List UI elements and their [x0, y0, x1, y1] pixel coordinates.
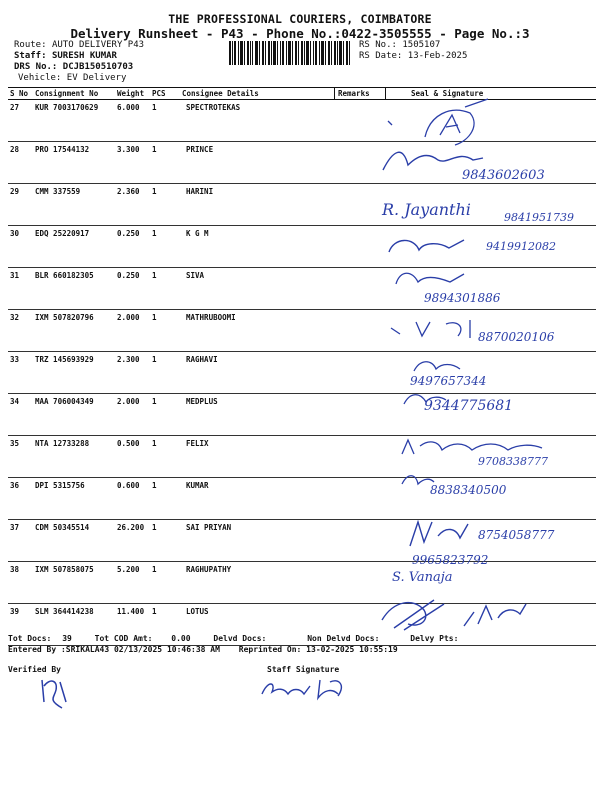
- cell-consignee: LOTUS: [180, 604, 336, 646]
- rs-date-label: RS Date:: [359, 51, 403, 61]
- table-row: [8, 100, 596, 142]
- col-header-consignee: Consignee Details: [180, 88, 336, 100]
- cell-remarks: [336, 394, 386, 436]
- cell-sno: 28: [8, 142, 33, 184]
- cell-weight: 0.500: [115, 436, 150, 478]
- signature-row32: [386, 316, 481, 342]
- cell-remarks: [336, 352, 386, 394]
- cell-weight: 2.360: [115, 184, 150, 226]
- drs-value: DCJB150510703: [62, 62, 134, 72]
- drs-label: DRS No.:: [14, 62, 58, 72]
- rs-no-label: RS No.:: [359, 40, 397, 50]
- cell-sno: 36: [8, 478, 33, 520]
- staff-signature: [258, 674, 348, 704]
- cell-pcs: 1: [150, 142, 180, 184]
- cell-consignment-no: MAA 706004349: [33, 394, 115, 436]
- handwritten-name: R. Jayanthi: [382, 200, 471, 219]
- rs-no-line: [359, 40, 440, 51]
- tot-docs-value: 39: [62, 634, 72, 643]
- cell-consignment-no: SLM 364414238: [33, 604, 115, 646]
- vehicle-line: [18, 73, 126, 84]
- cell-consignee: RAGHUPATHY: [180, 562, 336, 604]
- non-delvd-docs-label: Non Delvd Docs:: [307, 634, 380, 643]
- runsheet-subtitle: Delivery Runsheet - P43 - Phone No.:0422-3505555 - Page No.:3: [70, 26, 530, 41]
- cell-weight: 2.000: [115, 310, 150, 352]
- cell-weight: 11.400: [115, 604, 150, 646]
- col-header-pcs: PCS: [150, 88, 180, 100]
- cell-sno: 35: [8, 436, 33, 478]
- cell-consignment-no: TRZ 145693929: [33, 352, 115, 394]
- route-value: AUTO DELIVERY P43: [51, 40, 145, 50]
- staff-line: [14, 51, 117, 62]
- rs-no-value: 1505107: [402, 40, 441, 50]
- signature-row30: [384, 232, 474, 262]
- staff-value: SURESH KUMAR: [51, 51, 117, 61]
- cell-consignee: SAI PRIYAN: [180, 520, 336, 562]
- handwritten-phone: 9708338777: [478, 455, 548, 468]
- handwritten-name: S. Vanaja: [392, 570, 453, 585]
- cell-remarks: [336, 268, 386, 310]
- cell-remarks: [336, 478, 386, 520]
- company-title: THE PROFESSIONAL COURIERS, COIMBATORE: [168, 12, 432, 26]
- cell-sno: 39: [8, 604, 33, 646]
- cell-consignee: RAGHAVI: [180, 352, 336, 394]
- cell-consignment-no: CDM 50345514: [33, 520, 115, 562]
- handwritten-phone: 8838340500: [430, 483, 507, 497]
- verifier-signature: [36, 672, 76, 712]
- handwritten-phone: 9344775681: [424, 398, 514, 414]
- handwritten-phone: 9419912082: [486, 240, 556, 253]
- col-header-remarks: Remarks: [336, 88, 386, 100]
- route-line: [14, 40, 144, 51]
- vehicle-value: EV Delivery: [66, 73, 127, 83]
- cell-weight: 0.250: [115, 226, 150, 268]
- handwritten-phone: 9497657344: [410, 374, 487, 388]
- cell-consignment-no: PRO 17544132: [33, 142, 115, 184]
- cell-consignee: SIVA: [180, 268, 336, 310]
- cell-weight: 26.200: [115, 520, 150, 562]
- col-header-consignment: Consignment No: [33, 88, 115, 100]
- cell-sno: 29: [8, 184, 33, 226]
- cell-consignee: SPECTROTEKAS: [180, 100, 336, 142]
- signature-row37: [404, 516, 474, 552]
- cell-consignee: PRINCE: [180, 142, 336, 184]
- cell-sno: 27: [8, 100, 33, 142]
- cell-remarks: [336, 436, 386, 478]
- signature-row31: [392, 264, 472, 292]
- cell-pcs: 1: [150, 394, 180, 436]
- cell-weight: 2.300: [115, 352, 150, 394]
- reprinted-on: Reprinted On: 13-02-2025 10:55:19: [238, 645, 398, 654]
- col-header-sno: S No: [8, 88, 33, 100]
- cell-remarks: [336, 520, 386, 562]
- col-header-seal: Seal & Signature: [386, 88, 596, 100]
- cell-pcs: 1: [150, 100, 180, 142]
- cell-sno: 30: [8, 226, 33, 268]
- cell-consignee: KUMAR: [180, 478, 336, 520]
- cell-pcs: 1: [150, 478, 180, 520]
- cell-consignee: HARINI: [180, 184, 336, 226]
- cell-weight: 3.300: [115, 142, 150, 184]
- remarks-divider-left: [334, 87, 335, 100]
- rs-date-value: 13-Feb-2025: [407, 51, 468, 61]
- cell-sno: 38: [8, 562, 33, 604]
- table-header-row: [8, 88, 596, 100]
- cell-pcs: 1: [150, 604, 180, 646]
- handwritten-phone: 9965823792: [412, 553, 489, 567]
- handwritten-phone: 9841951739: [504, 211, 574, 224]
- handwritten-phone: 9843602603: [462, 168, 545, 183]
- tot-docs-label: Tot Docs:: [8, 634, 52, 643]
- delvd-docs-label: Delvd Docs:: [213, 634, 267, 643]
- cell-weight: 0.600: [115, 478, 150, 520]
- signature-row39: [374, 590, 534, 634]
- cell-consignment-no: IXM 507858075: [33, 562, 115, 604]
- table-row: [8, 352, 596, 394]
- cell-pcs: 1: [150, 310, 180, 352]
- rs-date-line: [359, 51, 467, 62]
- cell-pcs: 1: [150, 226, 180, 268]
- cell-remarks: [336, 184, 386, 226]
- cell-sno: 31: [8, 268, 33, 310]
- route-label: Route:: [14, 40, 47, 50]
- totals-line: [8, 634, 598, 643]
- cell-consignment-no: BLR 660182305: [33, 268, 115, 310]
- cell-sno: 37: [8, 520, 33, 562]
- vehicle-label: Vehicle:: [18, 73, 62, 83]
- cell-pcs: 1: [150, 268, 180, 310]
- cell-pcs: 1: [150, 184, 180, 226]
- cell-weight: 6.000: [115, 100, 150, 142]
- table-row: [8, 478, 596, 520]
- cell-consignee: K G M: [180, 226, 336, 268]
- entered-by: Entered By :SRIKALA43 02/13/2025 10:46:38 AM: [8, 645, 220, 654]
- cell-weight: 5.200: [115, 562, 150, 604]
- cell-sno: 34: [8, 394, 33, 436]
- handwritten-phone: 9894301886: [424, 291, 501, 305]
- tot-cod-value: 0.00: [171, 634, 191, 643]
- drs-line: [14, 62, 133, 73]
- cell-consignment-no: KUR 7003170629: [33, 100, 115, 142]
- cell-weight: 0.250: [115, 268, 150, 310]
- delvy-pts-label: Delvy Pts:: [410, 634, 459, 643]
- cell-consignment-no: DPI 5315756: [33, 478, 115, 520]
- table-row: [8, 268, 596, 310]
- cell-consignee: MATHRUBOOMI: [180, 310, 336, 352]
- staff-signature-label: Staff Signature: [267, 665, 340, 674]
- cell-consignment-no: IXM 507820796: [33, 310, 115, 352]
- cell-sno: 33: [8, 352, 33, 394]
- cell-pcs: 1: [150, 562, 180, 604]
- cell-weight: 2.000: [115, 394, 150, 436]
- tot-cod-label: Tot COD Amt:: [94, 634, 153, 643]
- cell-sno: 32: [8, 310, 33, 352]
- cell-consignment-no: EDQ 25220917: [33, 226, 115, 268]
- cell-consignment-no: NTA 12733288: [33, 436, 115, 478]
- cell-consignee: FELIX: [180, 436, 336, 478]
- cell-remarks: [336, 226, 386, 268]
- cell-pcs: 1: [150, 352, 180, 394]
- cell-pcs: 1: [150, 436, 180, 478]
- cell-remarks: [336, 100, 386, 142]
- cell-pcs: 1: [150, 520, 180, 562]
- verified-by-label: Verified By: [8, 665, 61, 674]
- handwritten-phone: 8754058777: [478, 528, 555, 542]
- entry-line: [8, 645, 598, 654]
- cell-remarks: [336, 310, 386, 352]
- barcode-image: [229, 41, 350, 65]
- cell-consignment-no: CMM 337559: [33, 184, 115, 226]
- cell-consignee: MEDPLUS: [180, 394, 336, 436]
- col-header-weight: Weight: [115, 88, 150, 100]
- staff-label: Staff:: [14, 51, 47, 61]
- handwritten-phone: 8870020106: [478, 330, 555, 344]
